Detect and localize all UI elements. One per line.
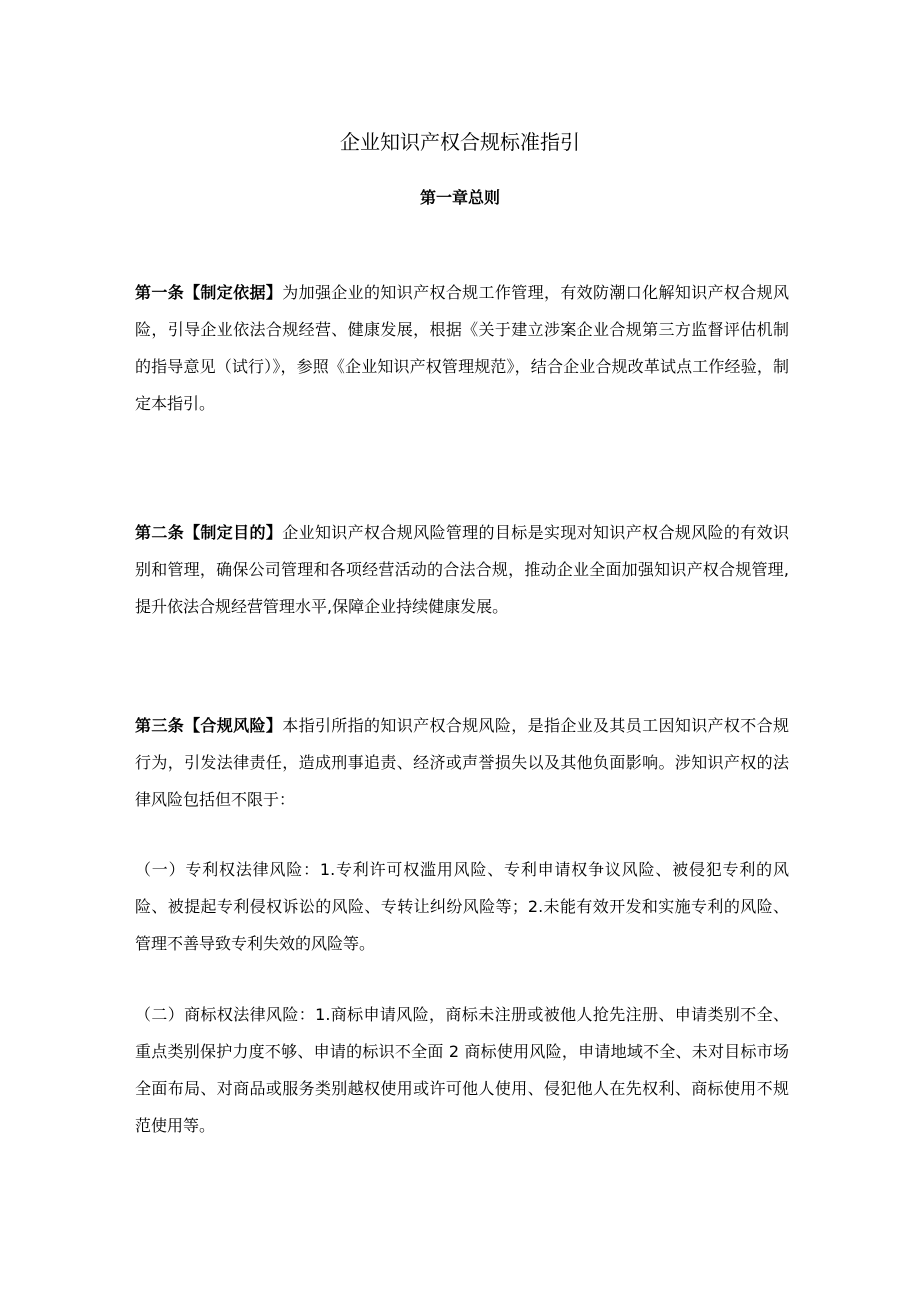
document-title: 企业知识产权合规标准指引: [340, 130, 580, 154]
article-1-text: 为加强企业的知识产权合规工作管理，有效防潮口化解知识产权合规风险，引导企业依法合规经营、健康发展，根据《关于建立涉案企业合规第三方监督评估机制的指导意见（试行）》，参照《企业知识产权管理规范》，结合企业合规改革试点工作经验，制定本指引。: [135, 283, 789, 413]
article-3: [135, 707, 789, 818]
article-2: [135, 514, 789, 625]
risk-item-trademark: （二）商标权法律风险：1.商标申请风险，商标未注册或被他人抢先注册、申请类别不全、重点类别保护力度不够、申请的标识不全面 2 商标使用风险，申请地域不全、未对目标市场全面布局、对商品或服务类别越权使用或许可他人使用、侵犯他人在先权利、商标使用不规范使用等。: [135, 1005, 789, 1135]
article-1-label: 第一条【制定依据】: [135, 283, 283, 302]
chapter-heading: 第一章总则: [419, 188, 500, 207]
article-3-text: 本指引所指的知识产权合规风险，是指企业及其员工因知识产权不合规行为，引发法律责任，造成刑事追责、经济或声誉损失以及其他负面影响。涉知识产权的法律风险包括但不限于：: [135, 716, 789, 809]
article-3-label: 第三条【合规风险】: [135, 716, 283, 735]
article-2-text: 企业知识产权合规风险管理的目标是实现对知识产权合规风险的有效识别和管理，确保公司管理和各项经营活动的合法合规，推动企业全面加强知识产权合规管理,提升依法合规经营管理水平,保障企业持续健康发展。: [135, 523, 789, 616]
risk-item-patent: （一）专利权法律风险：1.专利许可权滥用风险、专利申请权争议风险、被侵犯专利的风险、被提起专利侵权诉讼的风险、专转让纠纷风险等；2.未能有效开发和实施专利的风险、管理不善导致专利失效的风险等。: [135, 860, 789, 953]
article-2-label: 第二条【制定目的】: [135, 523, 283, 542]
article-1: [135, 274, 789, 422]
